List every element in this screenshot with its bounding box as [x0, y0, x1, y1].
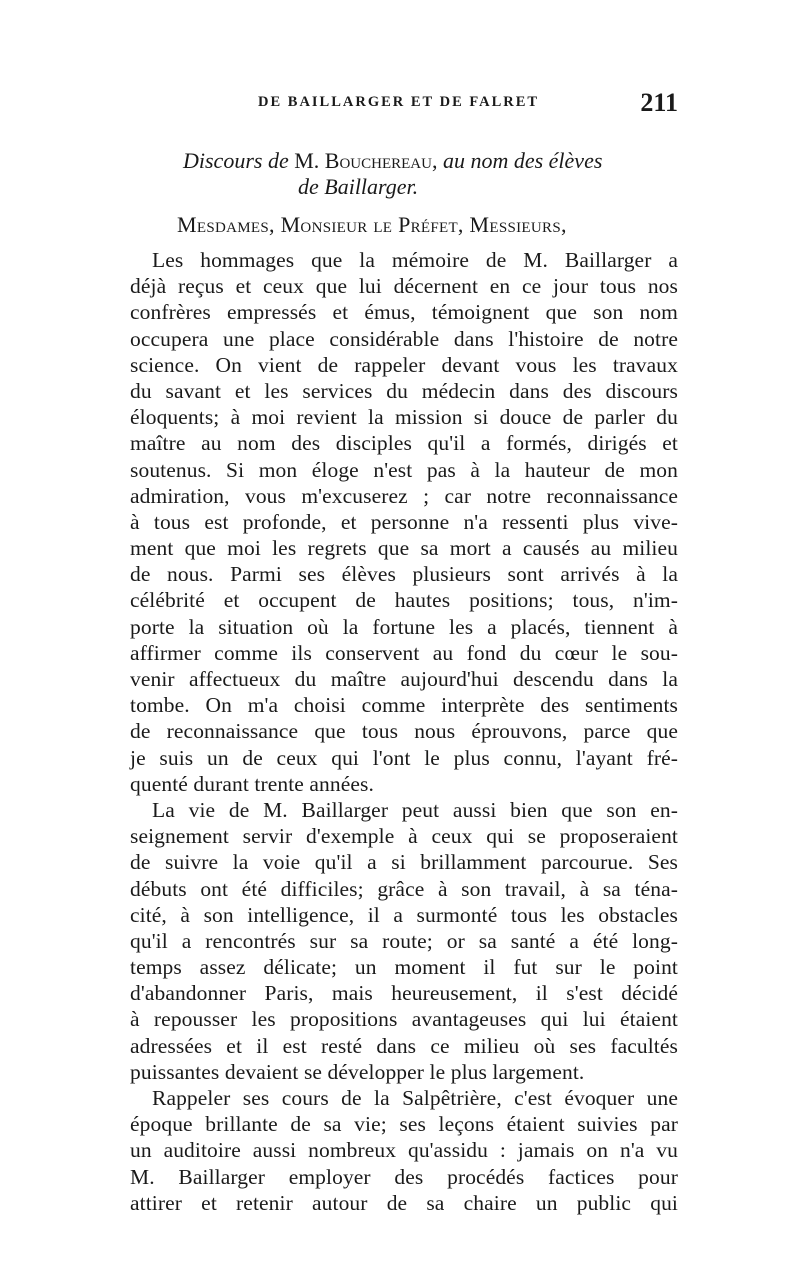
body-text: [130, 247, 678, 1216]
text-line: temps assez délicate; un moment il fut sur le point: [130, 955, 678, 980]
text-line: science. On vient de rappeler devant vous les travaux: [130, 352, 678, 377]
text-line: Rappeler ses cours de la Salpêtrière, c'est évoquer une: [152, 1086, 678, 1110]
discours-prefix: Discours de: [183, 148, 289, 173]
text-line: de nous. Parmi ses élèves plusieurs sont arrivés à la: [130, 562, 678, 587]
text-line: éloquents; à moi revient la mission si douce de parler du: [130, 405, 678, 430]
discours-heading: [183, 148, 602, 200]
text-line: ment que moi les regrets que sa mort a causés au milieu: [130, 536, 678, 561]
text-line: adressées et il est resté dans ce milieu où ses facultés: [130, 1033, 678, 1058]
text-line: La vie de M. Baillarger peut aussi bien que son en-: [152, 797, 678, 822]
text-line: de suivre la voie qu'il a si brillamment parcourue. Ses: [130, 850, 678, 875]
text-line: à repousser les propositions avantageuses qui lui étaient: [130, 1007, 678, 1032]
salutation: Mesdames, Monsieur le Préfet, Messieurs,: [177, 212, 567, 237]
text-line: confrères empressés et émus, témoignent que son nom: [130, 300, 678, 325]
text-line: déjà reçus et ceux que lui décernent en ce jour tous nos: [130, 274, 678, 299]
text-line: je suis un de ceux qui l'ont le plus connu, l'ayant fré-: [130, 745, 678, 770]
text-line: un auditoire aussi nombreux qu'assidu : jamais on n'a vu: [130, 1138, 678, 1163]
text-line: quenté durant trente années.: [130, 771, 374, 796]
text-line: admiration, vous m'excuserez ; car notre reconnaissance: [130, 483, 678, 508]
text-line: attirer et retenir autour de sa chaire un public qui: [130, 1190, 678, 1215]
speaker-name: M. Bouchereau,: [294, 148, 438, 173]
page-number: 211: [640, 88, 678, 117]
text-line: époque brillante de sa vie; ses leçons étaient suivies par: [130, 1112, 678, 1137]
text-line: soutenus. Si mon éloge n'est pas à la hauteur de mon: [130, 457, 678, 482]
text-line: célébrité et occupent de hautes positions; tous, n'im-: [130, 588, 678, 613]
text-line: seignement servir d'exemple à ceux qui se proposeraient: [130, 824, 678, 849]
text-line: qu'il a rencontrés sur sa route; or sa santé a été long-: [130, 928, 678, 953]
discours-suffix: au nom des élèves: [442, 148, 603, 173]
text-line: Les hommages que la mémoire de M. Baillarger a: [152, 248, 678, 272]
running-head: [130, 88, 678, 118]
text-line: occupera une place considérable dans l'histoire de notre: [130, 326, 678, 351]
text-line: M. Baillarger employer des procédés factices pour: [130, 1164, 678, 1189]
discours-heading-line-1: [183, 148, 602, 174]
text-line: affirmer comme ils conservent au fond du cœur le sou-: [130, 640, 678, 665]
text-line: du savant et les services du médecin dans des discours: [130, 378, 678, 403]
running-title: DE BAILLARGER ET DE FALRET: [258, 94, 540, 110]
text-line: maître au nom des disciples qu'il a formés, dirigés et: [130, 431, 678, 456]
text-line: venir affectueux du maître aujourd'hui descendu dans la: [130, 667, 678, 691]
discours-heading-line-2: de Baillarger.: [298, 174, 419, 199]
text-line: de reconnaissance que tous nous éprouvons, parce que: [130, 719, 678, 744]
text-line: débuts ont été difficiles; grâce à son travail, à sa téna-: [130, 876, 678, 901]
text-line: d'abandonner Paris, mais heureusement, il s'est décidé: [130, 981, 678, 1006]
text-line: porte la situation où la fortune les a placés, tiennent à: [130, 614, 678, 639]
text-line: à tous est profonde, et personne n'a ressenti plus vive-: [130, 509, 678, 534]
text-line: cité, à son intelligence, il a surmonté tous les obstacles: [130, 902, 678, 927]
text-line: tombe. On m'a choisi comme interprète des sentiments: [130, 693, 678, 718]
text-line: puissantes devaient se développer le plus largement.: [130, 1059, 585, 1084]
